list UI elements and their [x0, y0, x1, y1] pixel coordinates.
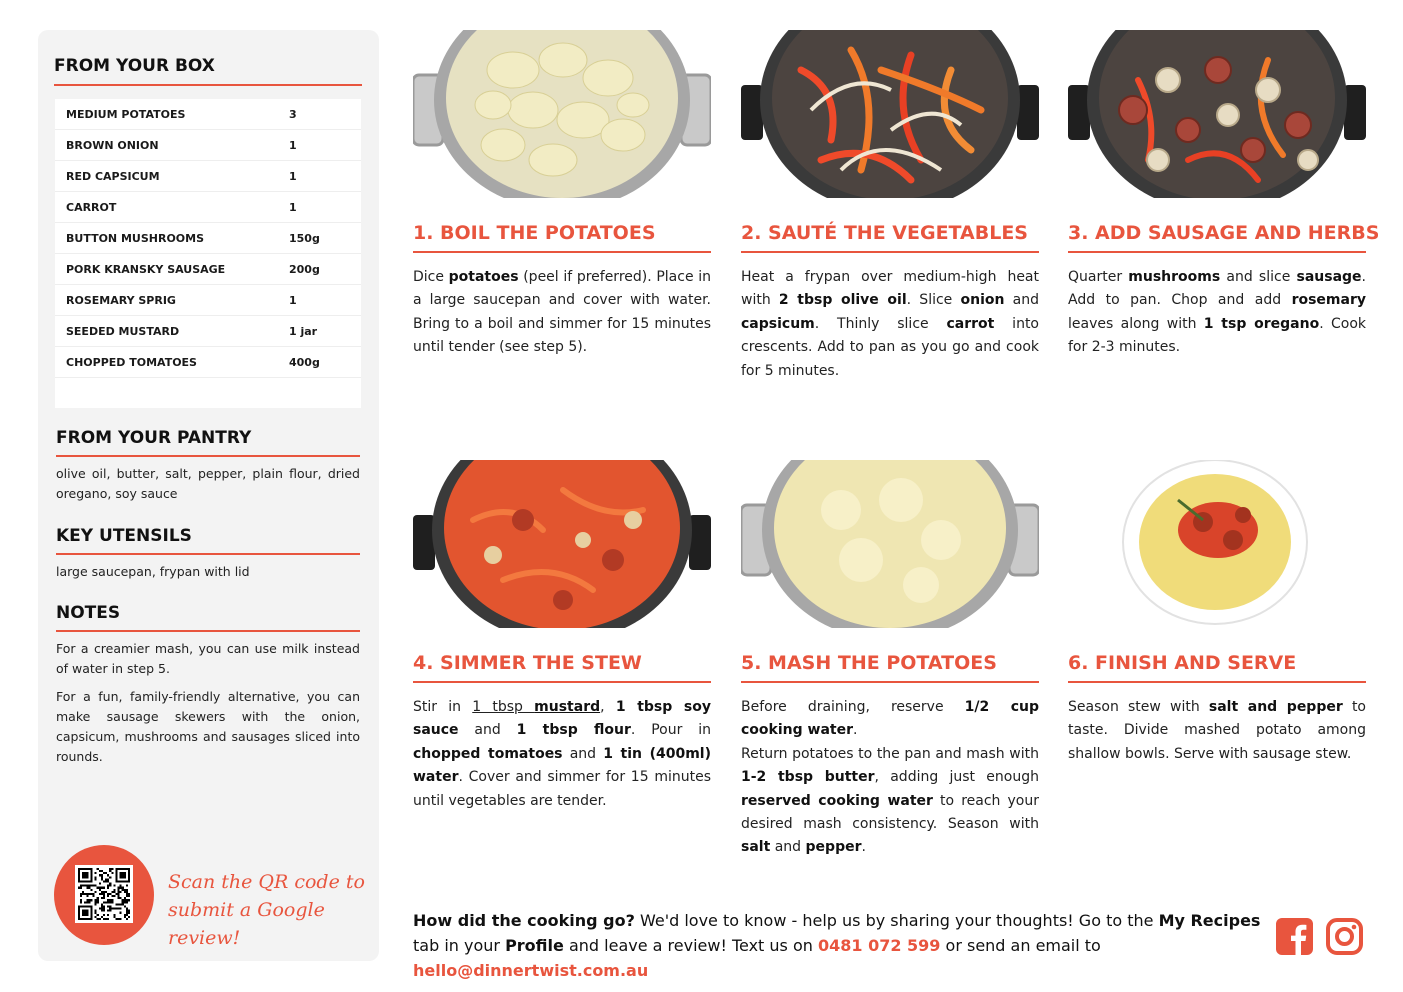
feedback-footer: [413, 908, 1263, 983]
step-text: (peel if preferred). Place in a large saucepan and cover with water. Bring to a boil and simmer for 15 minutes until tender (see step 5).: [413, 269, 711, 356]
ingredient-row: [55, 223, 361, 254]
step-text-bold: 2 tbsp olive oil: [778, 292, 907, 309]
step-text: . Slice: [906, 292, 961, 309]
step-text: . Cook for 2-3 minutes.: [1068, 315, 1366, 356]
phone-link[interactable]: 0481 072 599: [817, 936, 941, 955]
ingredient-qty: 200g: [289, 262, 320, 276]
step-text: and slice: [1220, 269, 1297, 285]
step-boil-potatoes: [413, 30, 711, 356]
sidebar: [38, 30, 379, 961]
step-text-bold: carrot: [946, 315, 995, 332]
step-text: and: [458, 722, 517, 739]
step-text-bold: sausage: [1296, 269, 1362, 285]
qr-caption-line: submit a Google review!: [168, 899, 325, 949]
step-text: Dice: [413, 269, 449, 285]
step-add-sausage: [1068, 30, 1380, 356]
step-text: to reach your desired mash consistency. Season with: [741, 792, 1039, 833]
qr-code-icon[interactable]: [75, 865, 133, 923]
step-finish-serve: [1068, 460, 1366, 762]
step-text-bold: mushrooms: [1128, 269, 1221, 285]
facebook-icon[interactable]: [1276, 918, 1313, 955]
notes-section: [56, 603, 360, 767]
ingredient-row: [55, 192, 361, 223]
footer-text: We'd love to know - help us by sharing your thoughts! Go to the: [634, 911, 1159, 930]
step-title: 5. MASH THE POTATOES: [741, 652, 1039, 683]
step-text-bold: reserved cooking water: [741, 792, 933, 809]
plated-dish-photo: [1068, 460, 1366, 628]
step-text: . Thinly slice: [814, 315, 947, 332]
ingredient-row: [55, 130, 361, 161]
step-text: Quarter: [1068, 269, 1129, 285]
ingredients-table: [55, 99, 361, 408]
ingredient-name: RED CAPSICUM: [66, 169, 160, 183]
footer-text: tab in your: [413, 936, 506, 955]
step-text: ,: [600, 699, 616, 715]
step-text: and: [770, 839, 806, 856]
step-text-bold: 1 tin (400ml) water: [413, 745, 711, 786]
ingredient-row: [55, 254, 361, 285]
step-text: Before draining, reserve: [741, 699, 965, 715]
ingredient-qty: 1: [289, 138, 297, 152]
step-description: [1068, 266, 1366, 360]
step-title: 2. SAUTÉ THE VEGETABLES: [741, 222, 1039, 253]
footer-text: and leave a review! Text us on: [563, 936, 818, 955]
sausage-herbs-photo: [1068, 30, 1366, 198]
ingredient-row-empty: [55, 378, 361, 408]
ingredient-name: ROSEMARY SPRIG: [66, 293, 176, 307]
step-text: Heat a frypan over medium-high heat with: [741, 269, 1039, 309]
step-text-bold: 1 tbsp flour: [516, 722, 631, 739]
ingredient-qty: 1: [289, 169, 297, 183]
step-text: . Add to pan. Chop and add: [1068, 269, 1366, 309]
step-text: . Cover and simmer for 15 minutes until vegetables are tender.: [413, 769, 711, 809]
ingredient-name: MEDIUM POTATOES: [66, 107, 186, 121]
profile-link[interactable]: Profile: [505, 936, 564, 955]
notes-paragraph: For a creamier mash, you can use milk instead of water in step 5.: [56, 641, 360, 676]
step-description: [413, 266, 711, 360]
email-link[interactable]: hello@dinnertwist.com.au: [413, 961, 649, 980]
step-text-bold: 1 tsp oregano: [1203, 315, 1320, 332]
step-text-bold: capsicum: [741, 315, 815, 332]
step-text: to taste. Divide mashed potato among shallow bowls. Serve with sausage stew.: [1068, 699, 1366, 762]
ingredient-row: [55, 161, 361, 192]
ingredient-name: CARROT: [66, 200, 117, 214]
ingredient-qty: 1: [289, 200, 297, 214]
step-text: and: [1004, 292, 1040, 309]
step-text: . Pour in: [630, 722, 711, 739]
ingredient-row: [55, 285, 361, 316]
step-text: .: [861, 839, 866, 856]
step-text-bold: salt: [741, 839, 771, 856]
step-description: [1068, 696, 1366, 766]
step-text-bold: potatoes: [448, 269, 519, 285]
sauteed-vegetables-photo: [741, 30, 1039, 198]
step-text: and: [562, 745, 604, 762]
step-text-bold: chopped tomatoes: [413, 745, 563, 762]
qr-caption: [168, 868, 368, 952]
boiled-potatoes-photo: [413, 30, 711, 198]
ingredient-row: [55, 347, 361, 378]
step-text: Season stew with: [1068, 699, 1209, 715]
notes-paragraph: For a fun, family-friendly alternative, you can make sausage skewers with the onion, capsicum, mushrooms and sausages sliced into rounds.: [56, 689, 360, 764]
step-title: 4. SIMMER THE STEW: [413, 652, 711, 683]
ingredient-qty: 400g: [289, 355, 320, 369]
step-text-bold: 1 tbsp: [472, 699, 535, 715]
feedback-question: How did the cooking go?: [413, 911, 635, 930]
utensils-text: large saucepan, frypan with lid: [56, 564, 250, 579]
step-description: [741, 696, 1039, 860]
step-text: Return potatoes to the pan and mash with: [741, 745, 1039, 762]
step-mash-potatoes: [741, 460, 1039, 856]
step-text-bold: rosemary: [1291, 292, 1366, 309]
step-text-bold: 1/2 cup cooking water: [741, 699, 1039, 739]
ingredient-qty: 150g: [289, 231, 320, 245]
pantry-section: [56, 428, 360, 504]
step-text: into crescents. Add to pan as you go and cook for 5 minutes.: [741, 315, 1039, 379]
ingredient-name: CHOPPED TOMATOES: [66, 355, 197, 369]
my-recipes-link[interactable]: My Recipes: [1158, 911, 1261, 930]
ingredient-row: [55, 99, 361, 130]
pantry-heading: FROM YOUR PANTRY: [56, 428, 360, 457]
step-text-bold: mustard: [534, 699, 601, 715]
step-title: 3. ADD SAUSAGE AND HERBS: [1068, 222, 1366, 253]
ingredient-name: SEEDED MUSTARD: [66, 324, 180, 338]
simmering-stew-photo: [413, 460, 711, 628]
notes-heading: NOTES: [56, 603, 360, 632]
step-text-bold: 1 tbsp soy sauce: [413, 699, 712, 739]
ingredient-name: BROWN ONION: [66, 138, 159, 152]
mashed-potatoes-photo: [741, 460, 1039, 628]
utensils-heading: KEY UTENSILS: [56, 526, 360, 555]
step-saute-vegetables: [741, 30, 1040, 379]
ingredient-name: BUTTON MUSHROOMS: [66, 231, 205, 245]
ingredient-qty: 1: [289, 293, 297, 307]
pantry-text: olive oil, butter, salt, pepper, plain flour, dried oregano, soy sauce: [56, 466, 360, 501]
ingredient-qty: 3: [289, 107, 297, 121]
footer-text: or send an email to: [940, 936, 1101, 955]
step-text-bold: 1-2 tbsp butter: [741, 769, 875, 786]
step-text-bold: onion: [960, 292, 1005, 309]
step-text-bold: pepper: [805, 839, 862, 856]
instagram-icon[interactable]: [1326, 918, 1363, 955]
qr-caption-line: Scan the QR code to: [168, 871, 365, 893]
step-text: Stir in: [413, 699, 473, 715]
utensils-section: [56, 526, 360, 582]
step-description: [413, 696, 711, 813]
step-text-bold: salt and pepper: [1208, 699, 1343, 715]
ingredient-name: PORK KRANSKY SAUSAGE: [66, 262, 226, 276]
step-text: .: [852, 722, 858, 739]
qr-badge: [54, 845, 154, 945]
step-text: leaves along with: [1068, 315, 1204, 332]
step-title: 6. FINISH AND SERVE: [1068, 652, 1366, 683]
step-simmer-stew: [413, 460, 712, 809]
ingredient-row: [55, 316, 361, 347]
step-description: [741, 266, 1039, 383]
step-text: , adding just enough: [874, 769, 1039, 786]
from-your-box-heading: FROM YOUR BOX: [54, 56, 362, 86]
ingredient-qty: 1 jar: [289, 324, 318, 338]
step-title: 1. BOIL THE POTATOES: [413, 222, 711, 253]
